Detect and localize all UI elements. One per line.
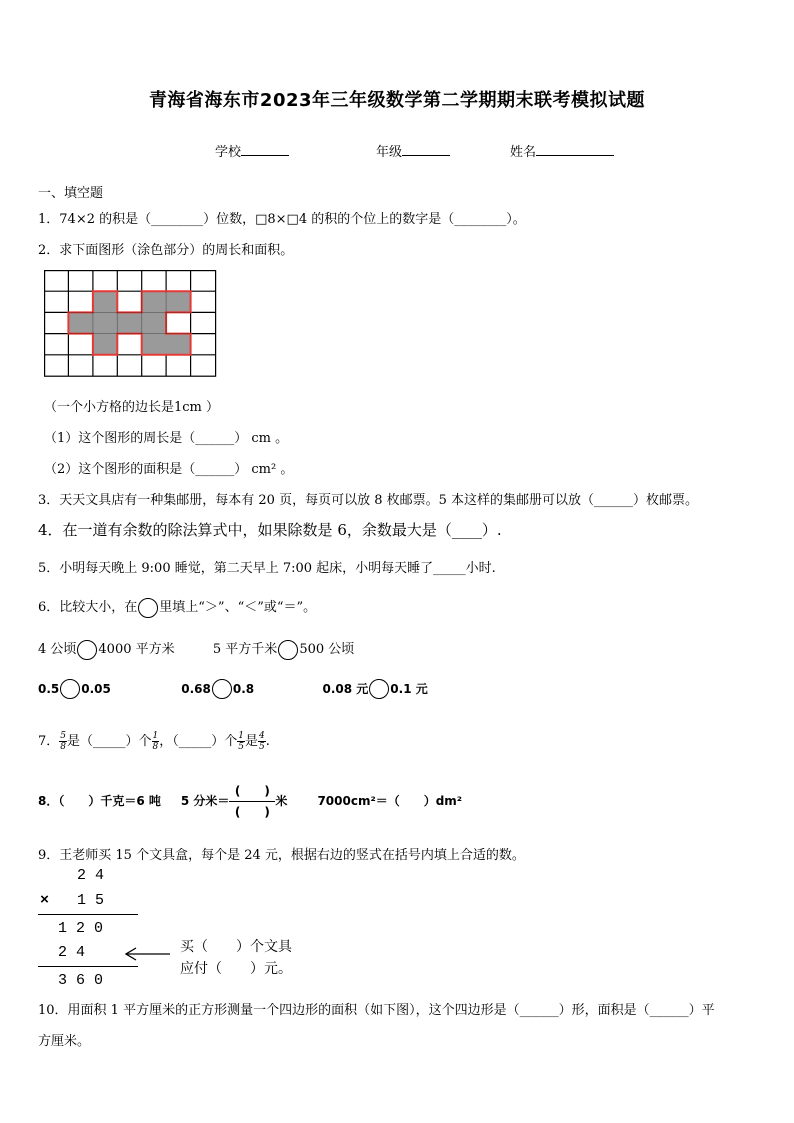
fraction: $\frac{1}{8}$ bbox=[152, 731, 159, 752]
question-8-part-a: 8．（ ）千克＝6 吨 bbox=[38, 794, 161, 808]
school-label: 学校 bbox=[215, 145, 242, 160]
calc-divider bbox=[38, 966, 138, 967]
answer-fraction[interactable]: ( ) ( ) bbox=[229, 781, 275, 822]
question-2-part-2: （2）这个图形的面积是（______） cm² 。 bbox=[44, 462, 294, 477]
question-2-part-1: （1）这个图形的周长是（______） cm 。 bbox=[44, 431, 289, 446]
calc-note-payment: 应付（ ）元。 bbox=[180, 961, 292, 977]
name-field[interactable] bbox=[510, 141, 614, 160]
school-blank[interactable] bbox=[241, 143, 289, 156]
shaded-shape bbox=[68, 291, 190, 355]
question-9: 9．王老师买 15 个文具盒，每个是 24 元，根据右边的竖式在括号内填上合适的数。 bbox=[38, 848, 525, 863]
calc-row-multiplicand: 2 4 bbox=[77, 867, 105, 884]
question-7-text: 是 bbox=[245, 734, 259, 749]
compare-item: 5 平方千米 500 公顷 bbox=[213, 642, 354, 657]
compare-item: 0.68 0.8 bbox=[181, 682, 254, 696]
compare-row-2 bbox=[38, 679, 428, 699]
question-10-continued: 方厘米。 bbox=[38, 1034, 91, 1049]
question-7: 7． $\frac{5}{8}$是（_____）个 $\frac{1}{8}$，（_____）个 $\frac{1}{5}$是 $\frac{4}{5}$. bbox=[38, 731, 270, 752]
compare-circle-icon bbox=[138, 598, 158, 618]
grade-field[interactable] bbox=[376, 141, 450, 160]
question-10: 10．用面积 1 平方厘米的正方形测量一个四边形的面积（如下图），这个四边形是（______）形，面积是（______）平 bbox=[38, 1003, 715, 1018]
grid-note: （一个小方格的边长是1cm ） bbox=[44, 400, 220, 415]
question-3: 3．天天文具店有一种集邮册，每本有 20 页，每页可以放 8 枚邮票。5 本这样的集邮册可以放（______）枚邮票。 bbox=[38, 493, 699, 508]
answer-circle[interactable] bbox=[212, 679, 232, 699]
calc-divider bbox=[38, 914, 138, 915]
question-6-text-b: 里填上“＞”、“＜”或“＝”。 bbox=[159, 600, 317, 615]
question-5: 5．小明每天晚上 9:00 睡觉，第二天早上 7:00 起床，小明每天睡了_____小时. bbox=[38, 561, 496, 576]
school-field[interactable] bbox=[215, 141, 289, 160]
fraction: $\frac{1}{5}$ bbox=[238, 731, 245, 752]
grid-figure bbox=[44, 270, 218, 378]
compare-item: 0.5 0.05 bbox=[38, 682, 111, 696]
grade-label: 年级 bbox=[376, 145, 403, 160]
fraction: $\frac{4}{5}$ bbox=[259, 731, 265, 752]
calc-partial-product-1: 1 2 0 bbox=[58, 920, 104, 937]
question-8: 8．（ ）千克＝6 吨 5 分米＝ ( ) ( ) 米 7000cm²＝（ ）dm² bbox=[38, 781, 462, 822]
compare-item: 4 公顷 4000 平方米 bbox=[38, 642, 175, 657]
name-label: 姓名 bbox=[510, 145, 537, 160]
calc-result: 3 6 0 bbox=[58, 972, 104, 989]
question-6 bbox=[38, 596, 316, 618]
question-1: 1．74×2 的积是（________）位数，□8×□4 的积的个位上的数字是（________）。 bbox=[38, 212, 526, 227]
question-8-part-b: 5 分米＝ bbox=[180, 794, 230, 808]
page-title: 青海省海东市2023年三年级数学第二学期期末联考模拟试题 bbox=[148, 90, 646, 111]
question-8-part-c: 7000cm²＝（ ）dm² bbox=[317, 794, 463, 808]
question-7-text: 是（_____）个 bbox=[67, 734, 152, 749]
multiply-sign-icon: × bbox=[40, 892, 50, 909]
question-7-number: 7． bbox=[38, 734, 60, 749]
name-blank[interactable] bbox=[536, 143, 614, 156]
compare-row-1 bbox=[38, 638, 354, 660]
question-6-text-a: 6．比较大小，在 bbox=[38, 600, 138, 615]
answer-circle[interactable] bbox=[77, 640, 97, 660]
section-heading: 一、填空题 bbox=[38, 186, 104, 201]
fraction: $\frac{5}{8}$ bbox=[60, 731, 67, 752]
calc-row-multiplier: 1 5 bbox=[77, 892, 105, 909]
calc-note-quantity: 买（ ）个文具 bbox=[180, 939, 292, 955]
calc-partial-product-2: 2 4 bbox=[58, 944, 86, 961]
question-2: 2．求下面图形（涂色部分）的周长和面积。 bbox=[38, 243, 294, 258]
left-arrow-icon bbox=[124, 947, 172, 961]
grade-blank[interactable] bbox=[402, 143, 450, 156]
answer-circle[interactable] bbox=[278, 640, 298, 660]
question-7-text: ，（_____）个 bbox=[159, 734, 238, 749]
answer-circle[interactable] bbox=[60, 679, 80, 699]
answer-circle[interactable] bbox=[369, 679, 389, 699]
compare-item: 0.08 元 0.1 元 bbox=[323, 682, 428, 696]
question-4: 4．在一道有余数的除法算式中，如果除数是 6，余数最大是（____）. bbox=[38, 521, 502, 539]
